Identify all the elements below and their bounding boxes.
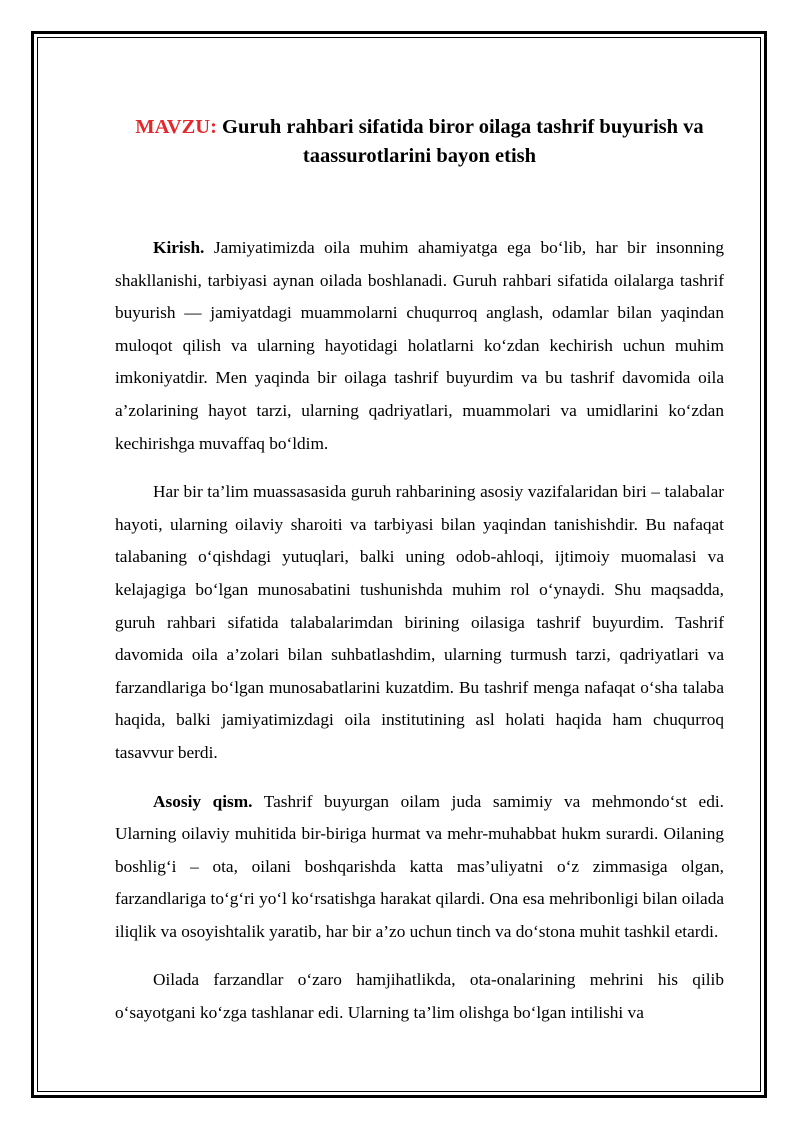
- paragraph-text: Tashrif buyurgan oilam juda samimiy va mehmondo‘st edi. Ularning oilaviy muhitida bir-biriga hurmat va mehr-muhabbat hukm surardi. Oilaning boshlig‘i – ota, oilani boshqarishda katta mas’uliyatni o‘z zimmasiga olgan, farzandlariga to‘g‘ri yo‘l ko‘rsatishga harakat qilardi. Ona esa mehribonligi bilan oilada iliqlik va osoyishtalik yaratib, har bir a’zo uchun tinch va do‘stona muhit tashkil etardi.: [115, 791, 724, 941]
- title-label: MAVZU:: [135, 116, 217, 138]
- title-line-1: Guruh rahbari sifatida biror oilaga tashrif buyurish va: [216, 116, 704, 138]
- paragraph-lead: Kirish.: [153, 238, 205, 257]
- paragraph-main-part: [115, 786, 724, 949]
- paragraph-text: Oilada farzandlar o‘zaro hamjihatlikda, ota-onalarining mehrini his qilib o‘sayotgani ko‘zga tashlanar edi. Ularning ta’lim olishga bo‘lgan intilishi va: [115, 970, 724, 1023]
- paragraph-intro: [115, 232, 724, 460]
- paragraph-lead: Asosiy qism.: [153, 791, 253, 811]
- paragraph-advisor-role: [115, 476, 724, 769]
- paragraph-text: Jamiyatimizda oila muhim ahamiyatga ega bo‘lib, har bir insonning shakllanishi, tarbiyasi aynan oilada boshlanadi. Guruh rahbari sifatida oilalarga tashrif buyurish — jamiyatdagi muammolarni chuqurroq anglash, odamlar bilan yaqindan muloqot qilish va ularning hayotidagi holatlarni ko‘zdan kechirish uchun muhim imkoniyatdir. Men yaqinda bir oilaga tashrif buyurdim va bu tashrif davomida oila a’zolarining hayot tarzi, ularning qadriyatlari, muammolari va umidlarini ko‘zdan kechirishga muvaffaq bo‘ldim.: [115, 238, 724, 453]
- title-line-2: taassurotlarini bayon etish: [302, 145, 537, 167]
- paragraph-children: [115, 964, 724, 1029]
- document-body: [115, 113, 724, 1073]
- document-title: [115, 113, 724, 171]
- paragraph-text: Har bir ta’lim muassasasida guruh rahbarining asosiy vazifalaridan biri – talabalar hayoti, ularning oilaviy sharoiti va tarbiyasi bilan yaqindan tanishishdir. Bu nafaqat talabaning o‘qishdagi yutuqlari, balki uning odob-ahloqi, ijtimoiy muomalasi va kelajagiga bo‘lgan munosabatini tushunishda muhim rol o‘ynaydi. Shu maqsadda, guruh rahbari sifatida talabalarimdan birining oilasiga tashrif buyurdim. Tashrif davomida oila a’zolari bilan suhbatlashdim, ularning turmush tarzi, qadriyatlari va farzandlariga bo‘lgan munosabatlarini kuzatdim. Bu tashrif menga nafaqat o‘sha talaba haqida, balki jamiyatimizdagi oila institutining asl holati haqida ham chuqurroq tasavvur berdi.: [115, 482, 724, 762]
